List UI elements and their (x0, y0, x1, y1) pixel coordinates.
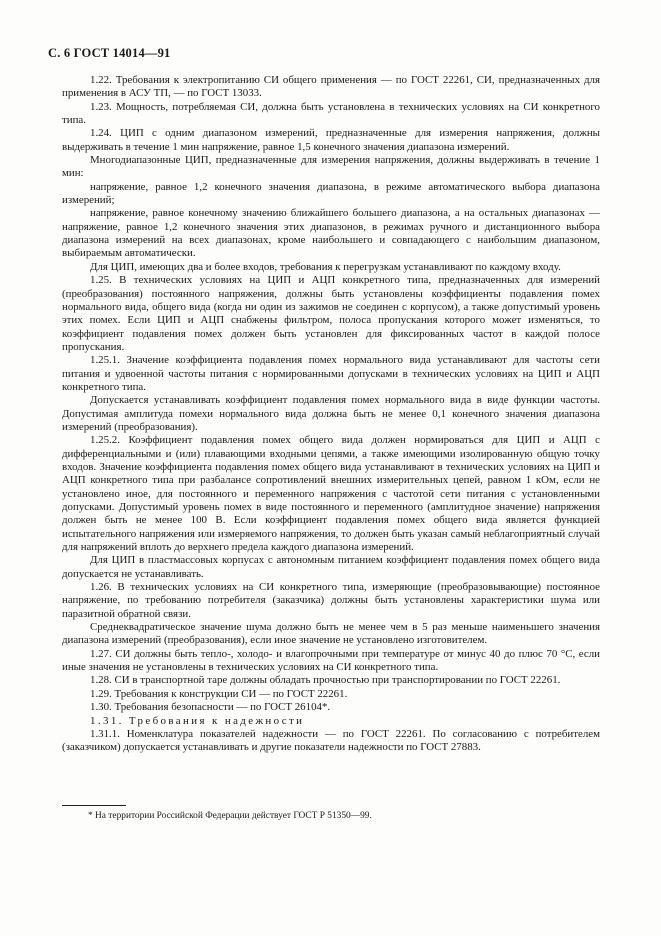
document-body (62, 74, 600, 755)
paragraph-1-25-2-extra: Для ЦИП в пластмассовых корпусах с автономным питанием коэффициент подавления помех общего вида допускается не устанавливать. (62, 554, 600, 580)
footnote: * На территории Российской Федерации действует ГОСТ Р 51350—99. (88, 811, 372, 821)
paragraph-1-24: 1.24. ЦИП с одним диапазоном измерений, предназначенные для измерения напряжения, должны выдерживать в течение 1 мин напряжение, равное 1,5 конечного значения диапазона измерений. (62, 127, 600, 153)
page-header: С. 6 ГОСТ 14014—91 (48, 46, 171, 60)
section-heading-1-31: 1.31. Требования к надежности (90, 714, 305, 727)
paragraph-1-25: 1.25. В технических условиях на ЦИП и АЦП конкретного типа, предназначенных для измерений (преобразования) постоянного напряжения, должны быть установлены коэффициенты подавления помех нормального вида, общего вида (когда ни один из зажимов не соединен с корпусом), а также допустимый уровень этих помех. Если ЦИП и АЦП снабжены фильтром, полоса пропускания которого может изменяться, то коэффициент подавления помех должен быть установлен для фиксированных частот в каждой полосе пропускания. (62, 274, 600, 353)
paragraph-1-25-2: 1.25.2. Коэффициент подавления помех общего вида должен нормироваться для ЦИП и АЦП с дифференциальными и (или) плавающими входными цепями, а также имеющими изолированную общую точку входов. Значение коэффициента подавления помех общего вида устанавливают в технических условиях на ЦИП и АЦП конкретного типа при разбалансе сопротивлений внешних измерительных цепей, равном 1 кОм, если не установлено иное, для постоянного и переменного напряжения с частотой сети питания с установленными допусками. Допустимый уровень помех в виде постоянного и переменного (амплитудное значение) напряжения должен быть не менее 100 В. Если коэффициент подавления помех общего вида является функцией испытательного напряжения или измеряемого напряжения, то должен быть указан самый неблагоприятный случай для напряжений вплоть до верхнего предела каждого диапазона измерений. (62, 434, 600, 554)
footnote-divider (62, 805, 126, 806)
paragraph-1-31-1: 1.31.1. Номенклатура показателей надежности — по ГОСТ 22261. По согласованию с потребителем (заказчиком) допускается устанавливать и другие показатели надежности по ГОСТ 27883. (62, 727, 600, 754)
paragraph-1-26: 1.26. В технических условиях на СИ конкретного типа, измеряющие (преобразовывающие) постоянное напряжение, по требованию потребителя (заказчика) должны быть установлены характеристики шума или паразитной обратной связи. (62, 581, 600, 620)
paragraph-1-23: 1.23. Мощность, потребляемая СИ, должна быть установлена в технических условиях на СИ конкретного типа. (62, 100, 600, 127)
paragraph-1-27: 1.27. СИ должны быть тепло-, холодо- и влагопрочными при температуре от минус 40 до плюс 70 °С, если иные значения не установлены в технических условиях на СИ конкретного типа. (62, 647, 600, 674)
paragraph-multirange-auto: напряжение, равное 1,2 конечного значения диапазона, в режиме автоматического выбора диапазона измерений; (62, 180, 600, 207)
paragraph-multi-input: Для ЦИП, имеющих два и более входов, требования к перегрузкам устанавливают по каждому входу. (90, 260, 561, 273)
paragraph-1-30: 1.30. Требования безопасности — по ГОСТ 26104*. (90, 701, 331, 714)
paragraph-1-29: 1.29. Требования к конструкции СИ — по ГОСТ 22261. (90, 687, 348, 700)
paragraph-multirange-intro: Многодиапазонные ЦИП, предназначенные для измерения напряжения, должны выдерживать в течение 1 мин: (62, 154, 600, 180)
paragraph-multirange-manual: напряжение, равное конечному значению ближайшего большего диапазона, а на остальных диапазонах — напряжение, равное 1,2 конечного значения этих диапазонов, в режимах ручного и дистанционного выбора диапазона измерений на всех диапазонах, кроме наибольшего и совпадающего с наибольшим диапазоном, выбираемым автоматически. (62, 207, 600, 260)
paragraph-1-22: 1.22. Требования к электропитанию СИ общего применения — по ГОСТ 22261, СИ, предназначенных для применения в АСУ ТП, — по ГОСТ 13033. (62, 74, 600, 100)
paragraph-1-25-1-extra: Допускается устанавливать коэффициент подавления помех нормального вида в виде функции частоты. Допустимая амплитуда помехи нормального вида должна быть не менее 0,1 конечного значения диапазона измерений (преобразования). (62, 394, 600, 433)
paragraph-1-26-extra: Среднеквадратическое значение шума должно быть не менее чем в 5 раз меньше наименьшего значения диапазона измерений (преобразования), если иное значение не установлено изготовителем. (62, 621, 600, 647)
paragraph-1-28: 1.28. СИ в транспортной таре должны обладать прочностью при транспортировании по ГОСТ 22261. (90, 674, 561, 687)
paragraph-1-25-1: 1.25.1. Значение коэффициента подавления помех нормального вида устанавливают для частоты сети питания и удвоенной частоты питания с нормированными допусками в технических условиях на ЦИП и АЦП конкретного типа. (62, 354, 600, 393)
